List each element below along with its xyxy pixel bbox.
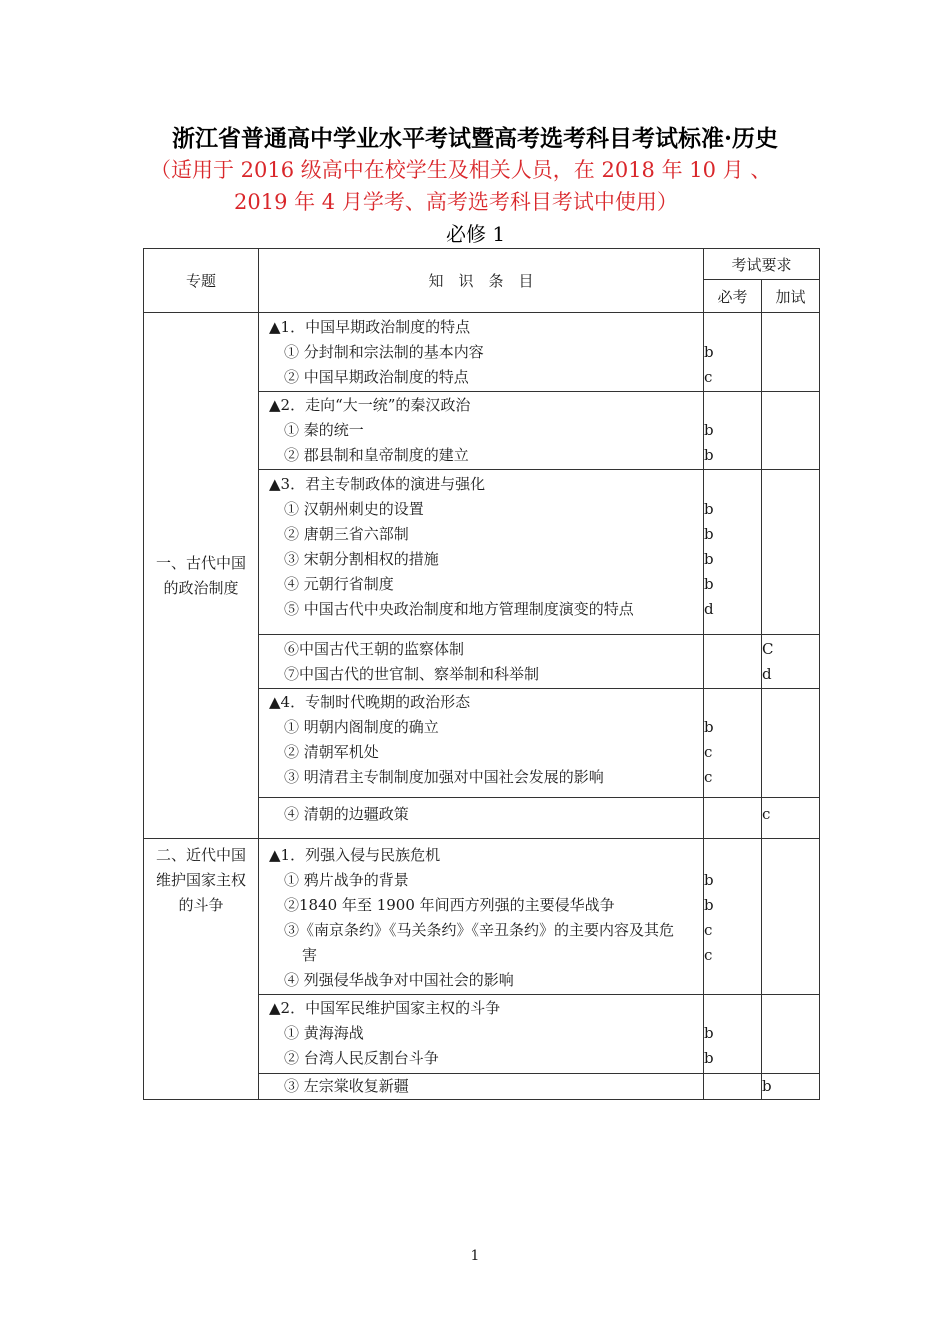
header-requirement: 考试要求: [704, 249, 820, 280]
knowledge-item: ④ 列强侵华战争对中国社会的影响: [284, 971, 514, 989]
requirement-level: b: [704, 1049, 714, 1067]
header-additional: 加试: [762, 280, 820, 313]
knowledge-item: ③《南京条约》《马关条约》《辛丑条约》的主要内容及其危: [284, 921, 675, 939]
page-number: 1: [470, 1248, 480, 1264]
additional-level: c: [762, 805, 771, 823]
knowledge-heading: ▲1．中国早期政治制度的特点: [269, 318, 471, 336]
knowledge-item: ② 清朝军机处: [284, 743, 379, 761]
exam-standard-table: [143, 248, 820, 1100]
requirement-level: c: [704, 921, 713, 939]
knowledge-item: ② 唐朝三省六部制: [284, 525, 409, 543]
table-row: [144, 313, 820, 392]
knowledge-item: ① 明朝内阁制度的确立: [284, 718, 439, 736]
requirement-level: b: [704, 550, 714, 568]
knowledge-item: ③ 明清君主专制制度加强对中国社会发展的影响: [284, 768, 604, 786]
knowledge-heading: ▲1．列强入侵与民族危机: [269, 846, 441, 864]
header-topic: 专题: [144, 249, 259, 313]
knowledge-item: ③ 左宗棠收复新疆: [284, 1077, 409, 1095]
knowledge-heading: ▲2．中国军民维护国家主权的斗争: [269, 999, 501, 1017]
knowledge-item: ① 鸦片战争的背景: [284, 871, 409, 889]
requirement-level: c: [704, 743, 713, 761]
knowledge-item: ② 郡县制和皇帝制度的建立: [284, 446, 469, 464]
document-subtitle-line2: 2019 年 4 月学考、高考选考科目考试中使用）: [234, 190, 678, 214]
requirement-level: b: [704, 525, 714, 543]
requirement-level: c: [704, 368, 713, 386]
requirement-level: d: [704, 600, 714, 618]
additional-level: C: [762, 640, 774, 658]
knowledge-heading: ▲3．君主专制政体的演进与强化: [269, 475, 486, 493]
requirement-level: b: [704, 446, 714, 464]
knowledge-heading: ▲4．专制时代晚期的政治形态: [269, 693, 471, 711]
requirement-level: b: [704, 575, 714, 593]
additional-level: b: [762, 1077, 772, 1095]
topic-label: 一、古代中国的政治制度: [155, 553, 246, 597]
topic-cell-ancient-politics: [144, 313, 259, 839]
knowledge-item: ② 台湾人民反割台斗争: [284, 1049, 439, 1067]
knowledge-item: ① 分封制和宗法制的基本内容: [284, 343, 484, 361]
knowledge-item: ⑦中国古代的世官制、察举制和科举制: [284, 665, 540, 683]
document-title: 浙江省普通高中学业水平考试暨高考选考科目考试标准·历史: [171, 125, 778, 152]
requirement-level: b: [704, 871, 714, 889]
requirement-level: b: [704, 718, 714, 736]
knowledge-item: ⑥中国古代王朝的监察体制: [284, 640, 465, 658]
knowledge-item: ① 汉朝州刺史的设置: [284, 500, 424, 518]
header-required: 必考: [704, 280, 762, 313]
knowledge-item: ③ 宋朝分割相权的措施: [284, 550, 439, 568]
requirement-level: c: [704, 946, 713, 964]
document-subtitle-line1: （适用于 2016 级高中在校学生及相关人员，在 2018 年 10 月 、: [150, 158, 772, 182]
knowledge-item: ① 黄海海战: [284, 1024, 364, 1042]
module-heading: 必修 1: [446, 222, 506, 246]
knowledge-item: ① 秦的统一: [284, 421, 364, 439]
topic-cell-modern-sovereignty: [144, 839, 259, 1100]
topic-label: 二、近代中国维护国家主权的斗争: [155, 846, 246, 914]
table-row: [144, 839, 820, 995]
requirement-level: b: [704, 343, 714, 361]
knowledge-heading: ▲2．走向“大一统”的秦汉政治: [269, 396, 471, 414]
knowledge-item: ⑤ 中国古代中央政治制度和地方管理制度演变的特点: [284, 600, 634, 618]
requirement-level: b: [704, 421, 714, 439]
knowledge-item-continued: 害: [302, 946, 318, 964]
requirement-level: c: [704, 768, 713, 786]
knowledge-item: ④ 清朝的边疆政策: [284, 805, 409, 823]
knowledge-item: ②1840 年至 1900 年间西方列强的主要侵华战争: [284, 896, 615, 914]
requirement-level: b: [704, 896, 714, 914]
additional-level: d: [762, 665, 772, 683]
header-knowledge: 知 识 条 目: [259, 249, 704, 313]
knowledge-item: ② 中国早期政治制度的特点: [284, 368, 469, 386]
requirement-level: b: [704, 500, 714, 518]
knowledge-item: ④ 元朝行省制度: [284, 575, 394, 593]
requirement-level: b: [704, 1024, 714, 1042]
